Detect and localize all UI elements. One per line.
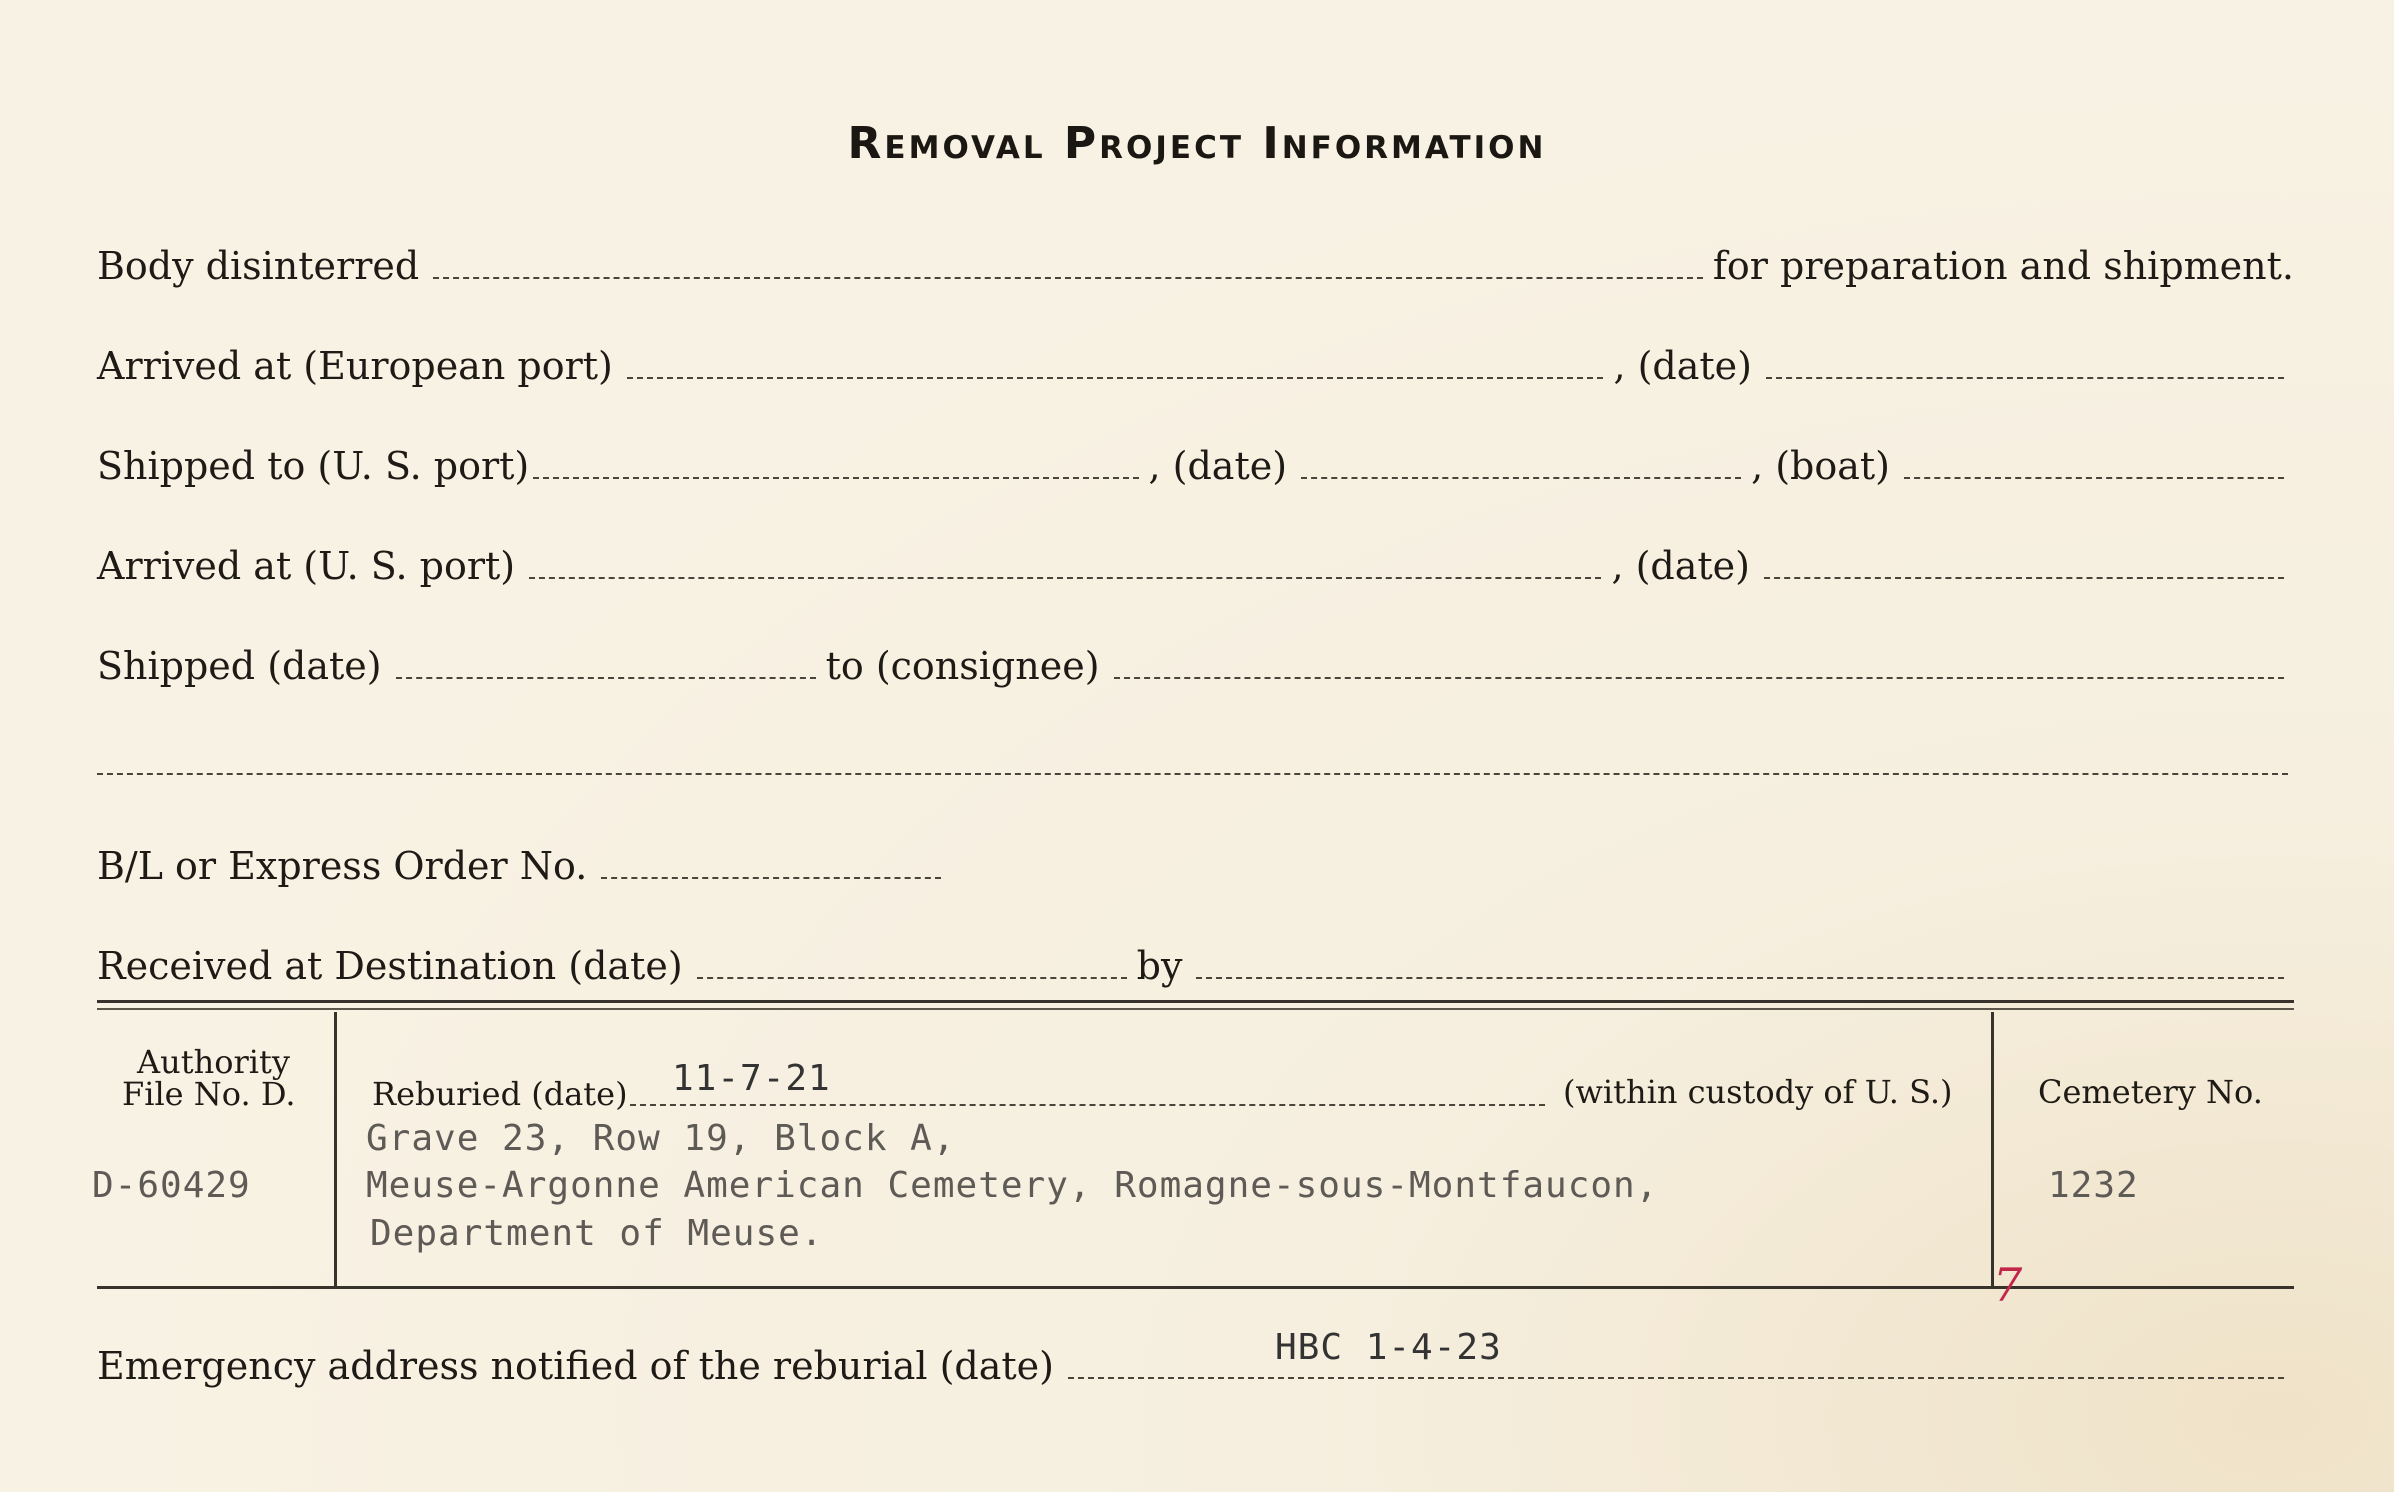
cemetery-no-value: 1232 bbox=[2048, 1165, 2139, 1206]
arrived-us-date-label: , (date) bbox=[1611, 544, 1750, 588]
arrived-us-label: Arrived at (U. S. port) bbox=[97, 544, 516, 588]
grave-location-line-3: Department of Meuse. bbox=[370, 1213, 824, 1254]
emergency-label: Emergency address notified of the reburial (date) bbox=[97, 1344, 1054, 1388]
table-top-rule bbox=[97, 1000, 2294, 1003]
shipped-us-date-label: , (date) bbox=[1148, 444, 1288, 488]
row-arrived-european bbox=[97, 338, 2294, 388]
body-disinterred-label: Body disinterred bbox=[97, 244, 420, 288]
row-shipped-us bbox=[97, 438, 2294, 488]
custody-label: (within custody of U. S.) bbox=[1563, 1073, 1953, 1111]
card-title: Removal Project Information bbox=[847, 118, 1547, 169]
received-date-field bbox=[697, 977, 1127, 979]
consignee-field bbox=[1114, 677, 2284, 679]
shipped-us-field bbox=[533, 477, 1138, 479]
arrived-european-date-label: , (date) bbox=[1613, 344, 1752, 388]
grave-location-line-1: Grave 23, Row 19, Block A, bbox=[366, 1118, 956, 1159]
consignee-label: to (consignee) bbox=[825, 644, 1100, 688]
row-bl-order bbox=[97, 838, 2294, 888]
shipped-us-label: Shipped to (U. S. port) bbox=[97, 444, 530, 488]
bl-order-field bbox=[601, 877, 941, 879]
reburied-date-value: 11-7-21 bbox=[672, 1058, 831, 1099]
file-no-label: File No. D. bbox=[122, 1075, 296, 1113]
row-shipped-date bbox=[97, 638, 2294, 688]
table-divider-right bbox=[1991, 1012, 1994, 1286]
check-mark: 7 bbox=[1993, 1258, 2023, 1312]
arrived-us-field bbox=[529, 577, 1601, 579]
arrived-european-field bbox=[627, 377, 1604, 379]
shipped-us-boat-field bbox=[1904, 477, 2284, 479]
arrived-european-label: Arrived at (European port) bbox=[97, 344, 613, 388]
table-top-rule-inner bbox=[97, 1008, 2294, 1010]
authority-file-number: D-60429 bbox=[92, 1165, 251, 1206]
body-disinterred-field bbox=[433, 277, 1703, 279]
shipped-date-label: Shipped (date) bbox=[97, 644, 382, 688]
bl-order-label: B/L or Express Order No. bbox=[97, 844, 588, 888]
reburied-label: Reburied (date) bbox=[372, 1075, 628, 1113]
emergency-date-field bbox=[1068, 1377, 2284, 1379]
row-received bbox=[97, 938, 2294, 988]
row-arrived-us bbox=[97, 538, 2294, 588]
received-by-field bbox=[1196, 977, 2284, 979]
table-divider-left bbox=[334, 1012, 337, 1286]
shipped-date-field bbox=[396, 677, 816, 679]
cemetery-no-label: Cemetery No. bbox=[2038, 1073, 2263, 1111]
row-body-disinterred bbox=[97, 238, 2294, 288]
arrived-us-date-field bbox=[1764, 577, 2284, 579]
row-emergency bbox=[97, 1338, 2294, 1388]
authority-label: Authority bbox=[137, 1043, 290, 1081]
reburied-date-field bbox=[630, 1104, 1545, 1106]
emergency-date-value: HBC 1-4-23 bbox=[1275, 1327, 1502, 1368]
table-bottom-rule bbox=[97, 1286, 2294, 1289]
shipped-us-date-field bbox=[1301, 477, 1741, 479]
received-by-label: by bbox=[1136, 944, 1183, 988]
preparation-shipment-label: for preparation and shipment. bbox=[1712, 244, 2294, 288]
grave-location-line-2: Meuse-Argonne American Cemetery, Romagne-sous-Montfaucon, bbox=[366, 1165, 1659, 1206]
arrived-european-date-field bbox=[1766, 377, 2284, 379]
received-label: Received at Destination (date) bbox=[97, 944, 683, 988]
shipped-us-boat-label: , (boat) bbox=[1751, 444, 1890, 488]
blank-line bbox=[97, 773, 2288, 775]
